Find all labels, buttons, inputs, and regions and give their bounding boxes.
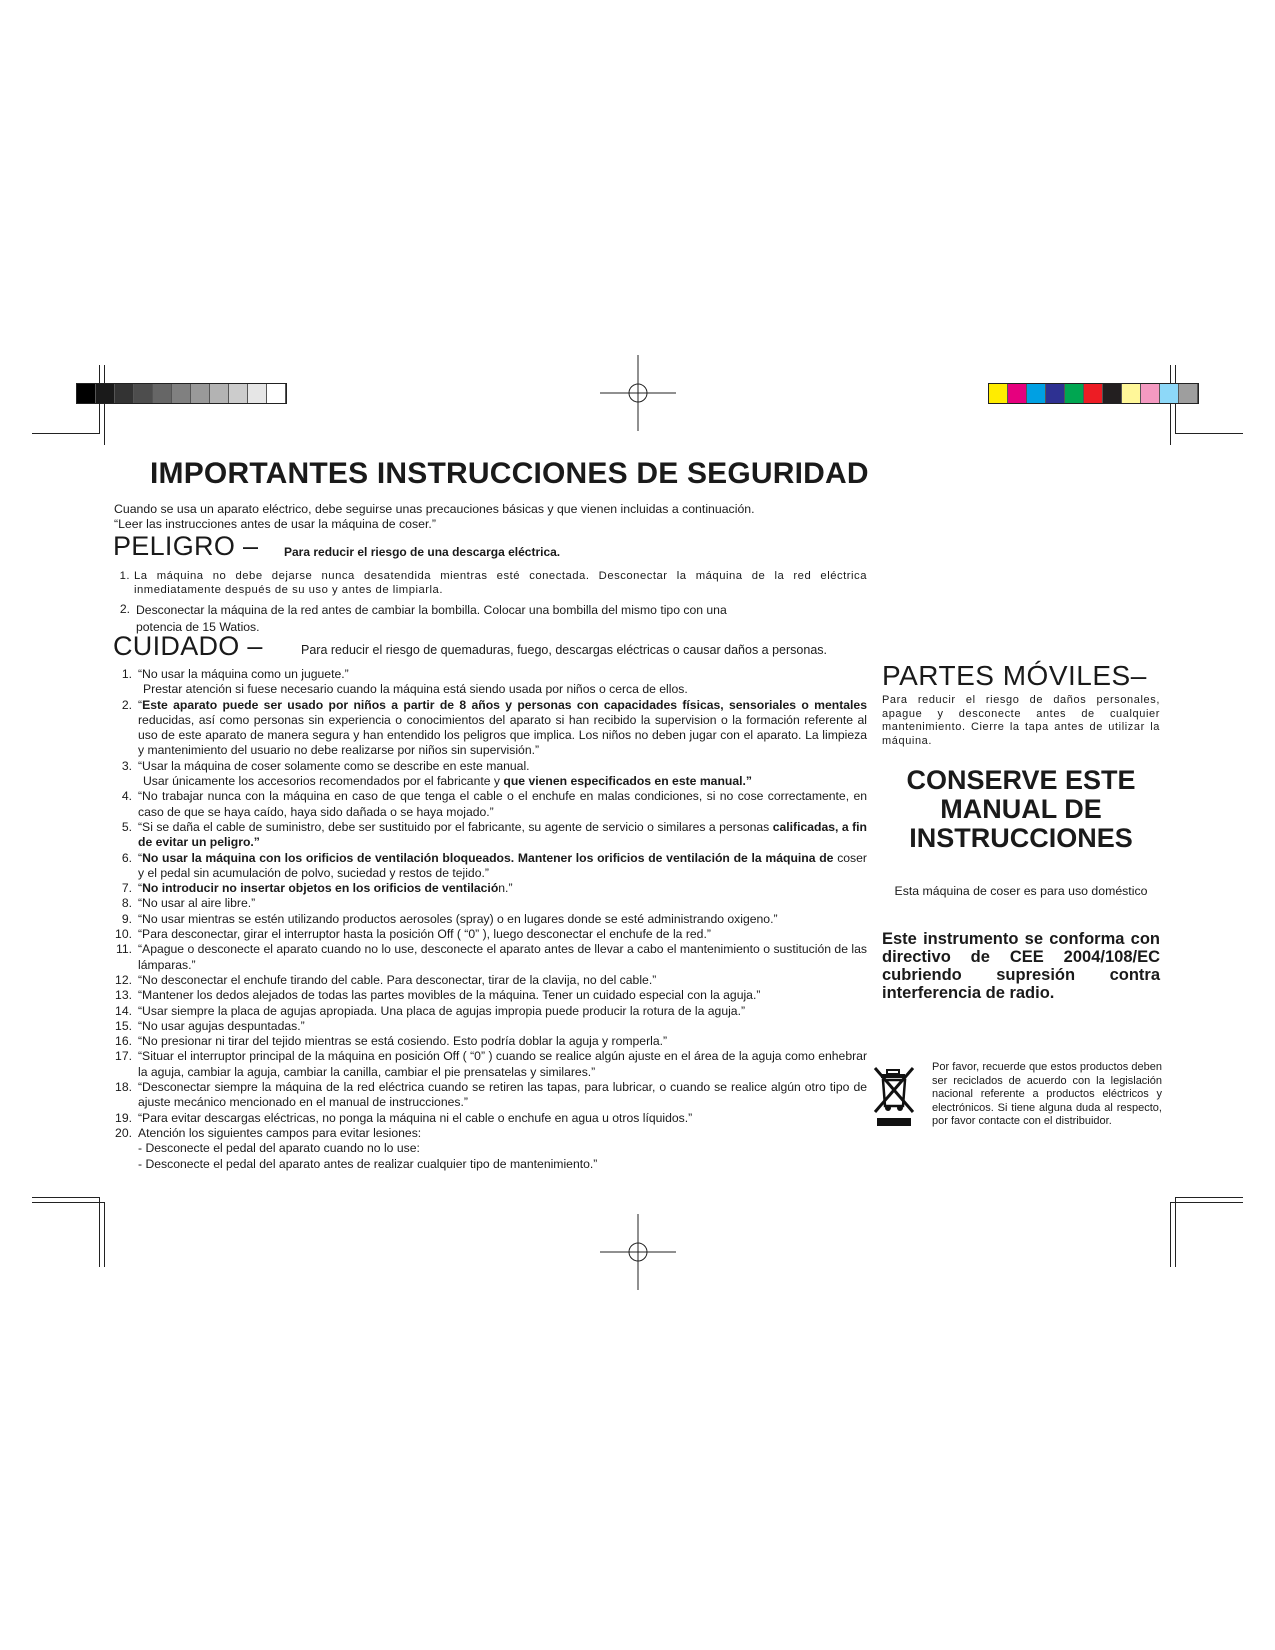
item-text-part: “ — [138, 881, 143, 896]
item-line-text: - Desconecte el pedal del aparato cuando no lo use: — [138, 1141, 420, 1156]
color-swatch — [1084, 384, 1103, 403]
item-number: 4. — [121, 789, 132, 804]
item-text: Desconectar la máquina de la red antes de cambiar la bombilla. Colocar una bombilla del mismo tipo con una potencia de 15 Watios. — [136, 603, 727, 634]
item-line — [138, 759, 867, 774]
color-swatch — [134, 384, 153, 403]
item-line — [138, 774, 867, 789]
item-number: 19. — [115, 1110, 132, 1125]
item-text: La máquina no debe dejarse nunca desatendida mientras esté conectada. Desconectar la máquina de la red eléctrica inmediatamente después de su uso y antes de limpiarla. — [134, 570, 867, 596]
item-text-part: reducidas, así como personas sin experiencia o conocimientos del aparato si han recibido la supervision o la formación referente al uso de este aparato de manera segura y han entendido los peligros que implica. Los niños no deben jugar con el aparato. La limpieza y mantenimiento del usuario no debe realizarse por niños sin supervisión.” — [138, 712, 867, 758]
list-item — [113, 698, 867, 759]
item-text-part: “Desconectar siempre la máquina de la red eléctrica cuando se retiren las tapas, para lubricar, o cuando se realice algún otro tipo de ajuste mecánico mencionado en el manual de instrucciones.” — [138, 1080, 867, 1110]
list-item — [113, 1034, 867, 1049]
item-line — [138, 682, 867, 697]
list-item — [113, 667, 867, 698]
intro-line: “Leer las instrucciones antes de usar la máquina de coser.” — [114, 517, 436, 531]
item-text — [138, 1080, 867, 1111]
list-item — [113, 851, 867, 882]
item-number: 14. — [115, 1003, 132, 1018]
item-text — [138, 789, 867, 820]
list-item — [113, 973, 867, 988]
list-item — [113, 988, 867, 1003]
item-line-text: Usar únicamente los accesorios recomendados por el fabricante y — [143, 774, 504, 789]
color-swatch — [115, 384, 134, 403]
item-text-part: “No desconectar el enchufe tirando del cable. Para desconectar, tirar de la clavija, no del cable.” — [138, 972, 657, 987]
color-swatch — [1160, 384, 1179, 403]
item-number: 15. — [115, 1018, 132, 1033]
cuidado-heading: CUIDADO – — [113, 631, 263, 661]
item-text — [138, 851, 867, 882]
recycling-notice: Por favor, recuerde que estos productos deben ser reciclados de acuerdo con la legislación nacional referente a productos eléctricos y electrónicos. Si tiene alguna duda al respecto, por favor contacte con el distribuidor. — [932, 1061, 1162, 1128]
registration-mark-top-icon — [600, 355, 676, 431]
item-text-part: coser y el pedal sin acumulación de polvo, suciedad y restos de tejido.” — [138, 850, 867, 880]
item-number: 2. — [121, 697, 132, 712]
item-line-text: “Usar la máquina de coser solamente como se describe en este manual. — [138, 758, 530, 773]
item-number: 10. — [115, 927, 132, 942]
peligro-heading: PELIGRO – — [113, 531, 259, 561]
gray-scale-color-bar — [76, 383, 287, 404]
conserve-line: MANUAL DE — [940, 794, 1102, 824]
item-text-bold: calificadas, a fin de evitar un peligro.” — [138, 819, 867, 850]
item-text-part: “No usar agujas despuntadas.” — [138, 1018, 305, 1033]
color-swatch — [229, 384, 248, 403]
item-number: 1. — [121, 667, 132, 681]
item-number: 11. — [115, 942, 132, 957]
color-swatch — [989, 384, 1008, 403]
color-swatch — [191, 384, 210, 403]
conserve-line: INSTRUCCIONES — [909, 823, 1133, 853]
list-item — [113, 1126, 867, 1172]
color-swatch — [1141, 384, 1160, 403]
item-text — [138, 1049, 867, 1080]
item-text — [138, 988, 867, 1003]
item-line — [138, 1157, 867, 1172]
color-swatch — [1046, 384, 1065, 403]
item-text-part: “No presionar ni tirar del tejido mientras se está cosiendo. Esto podría doblar la aguja y romperla.” — [138, 1034, 668, 1049]
partes-moviles-heading: PARTES MÓVILES– — [882, 660, 1147, 691]
item-number: 20. — [115, 1125, 132, 1140]
color-swatch — [1122, 384, 1141, 403]
item-text-part: “Apague o desconecte el aparato cuando no lo use, desconecte el aparato antes de llevar a cabo el mantenimiento o sustitución de las lámparas.” — [138, 942, 867, 972]
item-line-text: “No usar la máquina como un juguete.” — [138, 667, 349, 681]
item-line — [138, 667, 867, 682]
list-item — [113, 820, 867, 851]
process-color-bar — [988, 383, 1199, 404]
conserve-manual-heading — [882, 766, 1160, 853]
peligro-subtitle: Para reducir el riesgo de una descarga eléctrica. — [284, 545, 561, 559]
item-text — [138, 896, 867, 911]
item-number: 18. — [115, 1080, 132, 1095]
item-text-part: “Mantener los dedos alejados de todas las partes movibles de la máquina. Tener un cuidado especial con la aguja.” — [138, 988, 761, 1003]
item-text — [138, 759, 867, 790]
color-swatch — [172, 384, 191, 403]
color-swatch — [1008, 384, 1027, 403]
item-number: 13. — [115, 988, 132, 1003]
list-item — [113, 1004, 867, 1019]
color-swatch — [153, 384, 172, 403]
item-text — [138, 881, 867, 896]
cuidado-list — [113, 667, 867, 1172]
partes-moviles-text: Para reducir el riesgo de daños personales, apague y desconecte antes de cualquier mantenimiento. Cierre la tapa antes de utilizar la máquina. — [882, 694, 1160, 747]
list-item — [113, 1019, 867, 1034]
item-number: 5. — [121, 819, 132, 834]
item-line-text: - Desconecte el pedal del aparato antes de realizar cualquier tipo de mantenimiento.” — [138, 1156, 598, 1171]
item-number: 9. — [121, 911, 132, 926]
intro-text — [114, 502, 755, 532]
item-text-part: “No trabajar nunca con la máquina en caso de que tenga el cable o el enchufe en malas condiciones, si no cose correctamente, en caso de que se haya caído, haya sido dañada o se haya mojado.” — [138, 789, 867, 819]
list-item — [113, 927, 867, 942]
item-line-text: Atención los siguientes campos para evitar lesiones: — [138, 1125, 422, 1140]
domestic-use-note: Esta máquina de coser es para uso doméstico — [894, 884, 1148, 898]
item-text-part: “ — [138, 850, 143, 865]
item-number: 17. — [115, 1049, 132, 1064]
item-line — [138, 1126, 867, 1141]
list-item — [113, 942, 867, 973]
color-swatch — [248, 384, 267, 403]
list-item — [113, 1111, 867, 1126]
list-item — [113, 896, 867, 911]
item-text — [138, 927, 867, 942]
item-text-part: “No usar mientras se estén utilizando productos aerosoles (spray) o en lugares donde se esté administrando oxigeno.” — [138, 911, 778, 926]
item-text-part: “Si se daña el cable de suministro, debe ser sustituido por el fabricante, su agente de servicio o similares a personas — [138, 819, 773, 834]
item-text-part: “Usar siempre la placa de agujas apropiada. Una placa de agujas impropia puede producir la rotura de la aguja.” — [138, 1003, 746, 1018]
item-text-bold: No usar la máquina con los orificios de ventilación bloqueados. Mantener los orificios de ventilación de la máquina de — [142, 850, 834, 865]
item-text — [138, 820, 867, 851]
color-swatch — [267, 384, 286, 403]
item-line-text: Prestar atención si fuese necesario cuando la máquina está siendo usada por niños o cerca de ellos. — [143, 682, 688, 697]
item-text-part: n.” — [498, 881, 513, 896]
item-text-part: “No usar al aire libre.” — [138, 896, 256, 911]
item-number: 7. — [121, 881, 132, 896]
item-number: 3. — [121, 758, 132, 773]
item-text — [138, 1019, 867, 1034]
item-text-part: “Situar el interruptor principal de la máquina en posición Off ( “0” ) cuando se realice algún ajuste en el área de la aguja como enhebrar la aguja, cambiar la aguja, cambiar la canilla, cambiar el pie prensatelas y similares.” — [138, 1049, 867, 1079]
item-text-bold: Este aparato puede ser usado por niños a partir de 8 años y personas con capacidades físicas, sensoriales o mentales — [142, 697, 867, 712]
item-text-part: “ — [138, 697, 143, 712]
item-text — [138, 912, 867, 927]
item-number: 1. — [119, 570, 130, 582]
item-number: 8. — [121, 896, 132, 911]
color-swatch — [1103, 384, 1122, 403]
item-line-bold: que vienen especificados en este manual.” — [503, 774, 752, 789]
item-text-part: “Para evitar descargas eléctricas, no ponga la máquina ni el cable o enchufe en agua u otros líquidos.” — [138, 1110, 693, 1125]
list-item — [113, 912, 867, 927]
item-text — [138, 667, 867, 698]
item-number: 12. — [115, 972, 132, 987]
item-text — [138, 1004, 867, 1019]
color-swatch — [210, 384, 229, 403]
color-swatch — [1027, 384, 1046, 403]
item-text — [138, 942, 867, 973]
conserve-line: CONSERVE ESTE — [906, 765, 1136, 795]
ec-conformity-statement: Este instrumento se conforma con directivo de CEE 2004/108/EC cubriendo supresión contra interferencia de radio. — [882, 930, 1160, 1002]
list-item — [113, 1080, 867, 1111]
cuidado-subtitle: Para reducir el riesgo de quemaduras, fuego, descargas eléctricas o causar daños a personas. — [301, 643, 827, 657]
color-swatch — [96, 384, 115, 403]
item-text — [138, 973, 867, 988]
peligro-list — [113, 570, 867, 636]
item-text-part: “Para desconectar, girar el interruptor hasta la posición Off ( “0” ), luego desconectar el enchufe de la red.” — [138, 927, 711, 942]
item-line — [138, 1141, 867, 1156]
page-title: IMPORTANTES INSTRUCCIONES DE SEGURIDAD — [150, 457, 869, 490]
registration-mark-bottom-icon — [600, 1214, 676, 1290]
item-text-bold: No introducir no insertar objetos en los orificios de ventilació — [142, 881, 499, 896]
item-number: 16. — [115, 1034, 132, 1049]
list-item — [113, 570, 867, 597]
crossed-out-wheelie-bin-icon — [871, 1062, 917, 1128]
color-swatch — [1179, 384, 1198, 403]
list-item — [113, 881, 867, 896]
item-number: 2. — [119, 602, 130, 616]
list-item — [113, 1049, 867, 1080]
item-number: 6. — [121, 850, 132, 865]
item-text — [138, 698, 867, 759]
intro-line: Cuando se usa un aparato eléctrico, debe seguirse unas precauciones básicas y que vienen incluidas a continuación. — [114, 502, 755, 516]
item-text — [138, 1034, 867, 1049]
item-text — [138, 1111, 867, 1126]
list-item — [113, 759, 867, 790]
list-item — [113, 789, 867, 820]
item-text — [138, 1126, 867, 1172]
color-swatch — [77, 384, 96, 403]
color-swatch — [1065, 384, 1084, 403]
